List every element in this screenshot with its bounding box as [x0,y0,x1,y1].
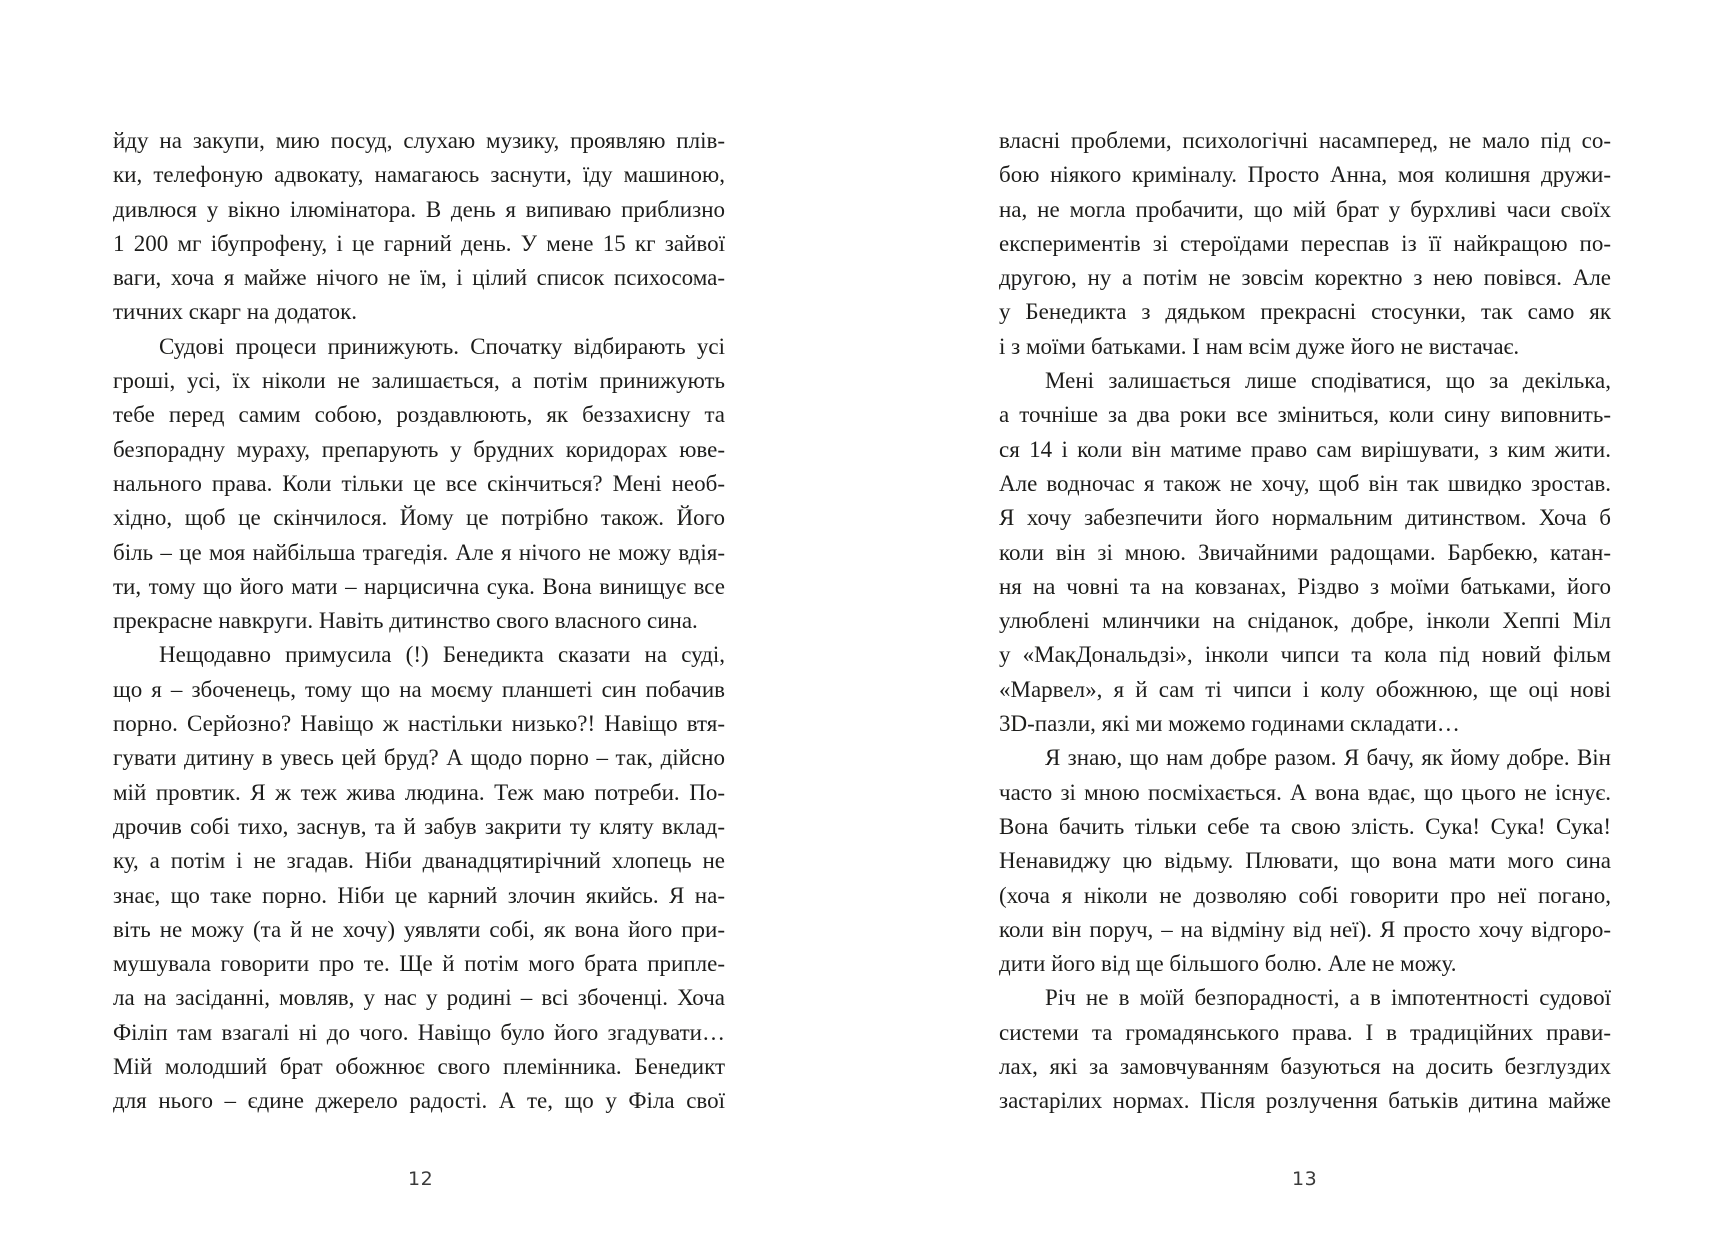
text-line: Я хочу забезпечити його нормальним дитинством. Хоча б [999,505,1611,531]
text-line: ти, тому що його мати – нарцисична сука. Вона винищує все [113,573,725,599]
text-line: Мені залишається лише сподіватися, що за декілька, [1045,368,1611,394]
text-line: коли він зі мною. Звичайними радощами. Барбекю, катан- [999,539,1611,565]
text-line: «Марвел», я й сам ті чипси і колу обожнюю, ще оці нові [999,676,1611,702]
text-line: ня на човні та на ковзанах, Різдво з моїми батьками, його [999,573,1611,599]
text-line: Філіп там взагалі ні до чого. Навіщо було його згадувати… [113,1019,725,1045]
text-line: застарілих нормах. Після розлучення батьків дитина майже [999,1088,1611,1114]
text-line: йду на закупи, мию посуд, слухаю музику, проявляю плів- [113,128,725,153]
text-line: власні проблеми, психологічні насамперед, не мало під со- [999,128,1611,153]
right-page-number: 13 [1292,1168,1318,1190]
text-line: 1 200 мг ібупрофену, і це гарний день. У мене 15 кг зайвої [113,230,725,256]
left-page-text [113,124,725,1119]
text-line: дити його від ще більшого болю. Але не можу. [999,951,1457,977]
text-line: Але водночас я також не хочу, щоб він так швидко зростав. [999,470,1611,496]
text-line: (хоча я ніколи не дозволяю собі говорити про неї погано, [999,882,1611,908]
text-line: бою ніякого криміналу. Просто Анна, моя колишня дружи- [999,162,1611,188]
text-line: знає, що таке порно. Ніби це карний злочин якийсь. Я на- [113,882,725,908]
text-line: системи та громадянського права. І в традиційних прави- [999,1019,1611,1045]
text-line: коли він поруч, – на відміну від неї). Я просто хочу відгоро- [999,916,1611,942]
text-line: ки, телефоную адвокату, намагаюсь заснути, їду машиною, [113,162,725,188]
left-page-number: 12 [408,1168,434,1190]
text-line: другою, ну а потім не зовсім коректно з нею повівся. Але [999,265,1611,291]
text-line: ку, а потім і не згадав. Ніби дванадцятирічний хлопець не [113,848,725,874]
text-line: експериментів зі стероїдами переспав із її найкращою по- [999,230,1611,256]
text-line: а точніше за два роки все зміниться, коли сину виповнить- [999,402,1611,428]
text-line: для нього – єдине джерело радості. А те, що у Філа свої [113,1088,725,1114]
text-line: дивлюся у вікно ілюмінатора. В день я випиваю приблизно [113,196,725,222]
text-line: ся 14 і коли він матиме право сам вирішувати, з ким жити. [999,436,1611,462]
text-line: Нещодавно примусила (!) Бенедикта сказати на суді, [159,642,725,668]
left-page [0,0,856,1258]
text-line: безпорадну мураху, препарують у брудних коридорах юве- [113,436,725,462]
text-line: тичних скарг на додаток. [113,299,358,325]
text-line: віть не можу (та й не хочу) уявляти собі, як вона його при- [113,916,725,942]
text-line: прекрасне навкруги. Навіть дитинство свого власного сина. [113,608,698,634]
text-line: на, не могла пробачити, що мій брат у бурхливі часи своїх [999,196,1611,222]
text-line: що я – збоченець, тому що на моєму планшеті син побачив [113,676,725,702]
text-line: мій провтик. Я ж теж жива людина. Теж маю потреби. По- [113,779,725,805]
text-line: Річ не в моїй безпорадності, а в імпотентності судової [1045,985,1611,1011]
text-line: 3D-пазли, які ми можемо годинами складати… [999,711,1460,737]
text-line: порно. Серйозно? Навіщо ж настільки низько?! Навіщо втя- [113,711,725,737]
text-line: гувати дитину в увесь цей бруд? А щодо порно – так, дійсно [113,745,725,771]
text-line: Судові процеси принижують. Спочатку відбирають усі [159,333,725,359]
text-line: тебе перед самим собою, роздавлюють, як беззахисну та [113,402,725,428]
text-line: Мій молодший брат обожнює свого племінника. Бенедикт [113,1054,725,1080]
text-line: часто зі мною посміхається. А вона вдає, що цього не існує. [999,779,1611,805]
text-line: у «МакДональдзі», інколи чипси та кола під новий фільм [999,642,1611,668]
right-page [856,0,1713,1258]
text-line: ваги, хоча я майже нічого не їм, і цілий список психосома- [113,265,725,291]
right-page-text [999,124,1611,1119]
text-line: у Бенедикта з дядьком прекрасні стосунки, так само як [999,299,1611,325]
text-line: хідно, щоб це скінчилося. Йому це потрібно також. Його [113,505,725,531]
text-line: дрочив собі тихо, заснув, та й забув закрити ту кляту вклад- [113,813,725,839]
text-line: Я знаю, що нам добре разом. Я бачу, як йому добре. Він [1045,745,1611,771]
text-line: Ненавиджу цю відьму. Плювати, що вона мати мого сина [999,848,1611,874]
text-line: мушувала говорити про те. Ще й потім мого брата припле- [113,951,725,977]
text-line: Вона бачить тільки себе та свою злість. Сука! Сука! Сука! [999,813,1611,839]
text-line: улюблені млинчики на сніданок, добре, інколи Хеппі Міл [999,608,1611,634]
text-line: нального права. Коли тільки це все скінчиться? Мені необ- [113,470,725,496]
text-line: біль – це моя найбільша трагедія. Але я нічого не можу вдія- [113,539,725,565]
text-line: гроші, усі, їх ніколи не залишається, а потім принижують [113,368,725,394]
text-line: ла на засіданні, мовляв, у нас у родині – всі збоченці. Хоча [113,985,725,1011]
text-line: лах, які за замовчуванням базуються на досить безглуздих [999,1054,1611,1080]
text-line: і з моїми батьками. І нам всім дуже його не вистачає. [999,333,1520,359]
